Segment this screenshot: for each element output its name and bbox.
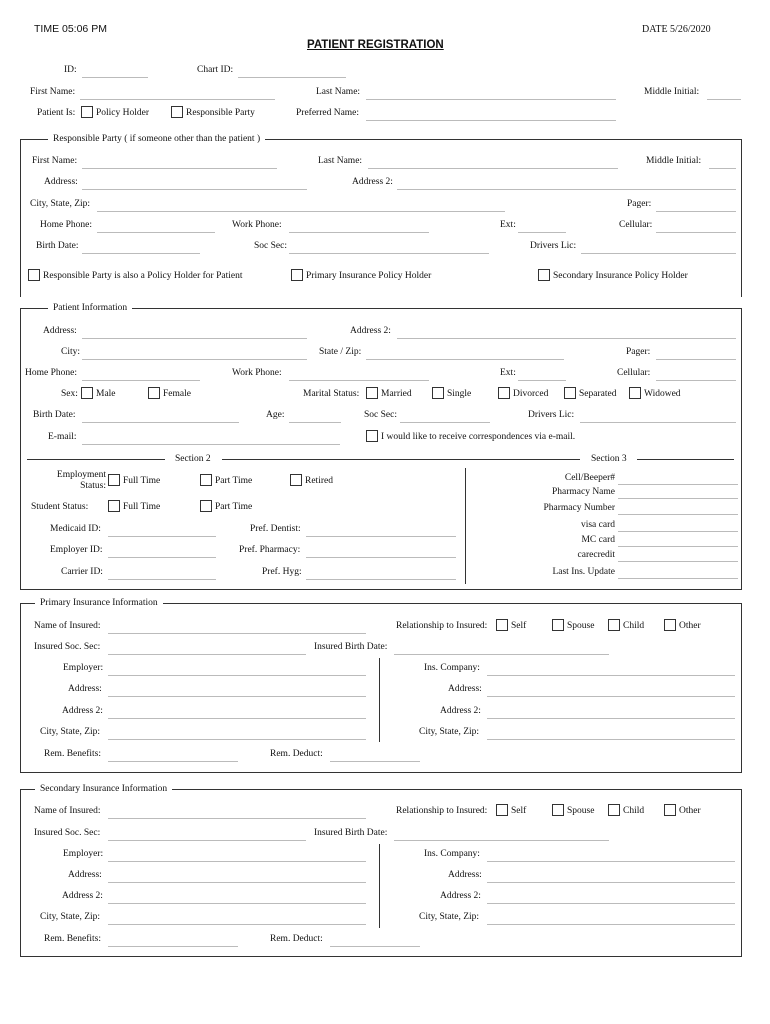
- sec-rem-deduct-label: Rem. Deduct:: [270, 934, 323, 944]
- pt-address2-field[interactable]: [397, 338, 736, 339]
- pt-last-ins-update-label: Last Ins. Update: [552, 567, 615, 577]
- pt-separated-label: Separated: [579, 389, 617, 399]
- pt-married-label: Married: [381, 389, 412, 399]
- sec-address-right-label: Address:: [448, 870, 482, 880]
- pt-email-opt-label: I would like to receive correspondences via e-mail.: [381, 432, 576, 442]
- sec-rem-benefits-label: Rem. Benefits:: [44, 934, 101, 944]
- secondary-insurance-legend: Secondary Insurance Information: [35, 784, 172, 794]
- pt-age-label: Age:: [266, 410, 285, 420]
- pt-city-field[interactable]: [82, 359, 307, 360]
- pt-emp-retired-label: Retired: [305, 476, 333, 486]
- pri-address2-right-field[interactable]: [487, 718, 735, 719]
- last-name-label: Last Name:: [316, 87, 361, 97]
- pt-pref-hyg-field[interactable]: [306, 579, 456, 580]
- rp-also-policy-holder-checkbox[interactable]: [28, 269, 40, 281]
- pt-address-field[interactable]: [82, 338, 307, 339]
- pri-address2-field[interactable]: [108, 718, 366, 719]
- pri-employer-label: Employer:: [63, 663, 104, 673]
- pt-stu-full-time-checkbox[interactable]: [108, 500, 120, 512]
- pt-pref-dentist-label: Pref. Dentist:: [250, 524, 301, 534]
- id-label: ID:: [64, 65, 77, 75]
- pri-ins-company-label: Ins. Company:: [424, 663, 480, 673]
- pri-rem-benefits-label: Rem. Benefits:: [44, 749, 101, 759]
- pri-column-divider: [379, 658, 380, 742]
- sec-insured-soc-sec-label: Insured Soc. Sec:: [34, 828, 101, 838]
- pri-insured-soc-sec-field[interactable]: [108, 654, 306, 655]
- sec-self-checkbox[interactable]: [496, 804, 508, 816]
- section3-rule-right: [637, 459, 734, 460]
- pt-home-phone-field[interactable]: [82, 380, 200, 381]
- primary-insurance-legend: Primary Insurance Information: [35, 598, 163, 608]
- rp-drivers-lic-label: Drivers Lic:: [530, 241, 577, 251]
- rp-birth-date-field[interactable]: [82, 253, 200, 254]
- rp-city-state-zip-label: City, State, Zip:: [30, 199, 91, 209]
- pri-insured-birth-date-field[interactable]: [394, 654, 609, 655]
- policy-holder-label: Policy Holder: [96, 108, 150, 118]
- pri-city-state-zip-right-field[interactable]: [487, 739, 735, 740]
- pt-marital-status-label: Marital Status:: [303, 389, 360, 399]
- pt-emp-full-time-checkbox[interactable]: [108, 474, 120, 486]
- first-name-label: First Name:: [30, 87, 76, 97]
- responsible-party-legend: Responsible Party ( if someone other than the patient ): [48, 134, 265, 144]
- rp-soc-sec-field[interactable]: [289, 253, 489, 254]
- rp-first-name-field[interactable]: [82, 168, 277, 169]
- pri-address-label: Address:: [68, 684, 102, 694]
- pt-emp-retired-checkbox[interactable]: [290, 474, 302, 486]
- responsible-party-label: Responsible Party: [186, 108, 255, 118]
- pt-male-checkbox[interactable]: [81, 387, 93, 399]
- time-label: TIME 05:06 PM: [34, 23, 107, 35]
- sec-address-field[interactable]: [108, 882, 366, 883]
- rp-secondary-holder-label: Secondary Insurance Policy Holder: [553, 271, 688, 281]
- pt-cellular-label: Cellular:: [617, 368, 651, 378]
- rp-work-phone-label: Work Phone:: [232, 220, 282, 230]
- pt-drivers-lic-label: Drivers Lic:: [528, 410, 575, 420]
- sec-spouse-checkbox[interactable]: [552, 804, 564, 816]
- pri-city-state-zip-label: City, State, Zip:: [40, 727, 101, 737]
- sec-spouse-label: Spouse: [567, 806, 595, 816]
- pri-address-field[interactable]: [108, 696, 366, 697]
- page-title: PATIENT REGISTRATION: [307, 39, 444, 51]
- date-label: DATE 5/26/2020: [642, 24, 711, 35]
- sec-address2-field[interactable]: [108, 903, 366, 904]
- section2-title: Section 2: [175, 454, 211, 464]
- pt-home-phone-label: Home Phone:: [25, 368, 77, 378]
- rp-soc-sec-label: Soc Sec:: [254, 241, 287, 251]
- sec-employer-label: Employer:: [63, 849, 104, 859]
- pt-single-label: Single: [447, 389, 472, 399]
- sec-address2-label: Address 2:: [62, 891, 103, 901]
- pt-divorced-checkbox[interactable]: [498, 387, 510, 399]
- pri-child-checkbox[interactable]: [608, 619, 620, 631]
- sec-insured-birth-date-label: Insured Birth Date:: [314, 828, 388, 838]
- pt-employer-id-label: Employer ID:: [50, 545, 103, 555]
- sec-city-state-zip-field[interactable]: [108, 924, 366, 925]
- pt-pref-hyg-label: Pref. Hyg:: [262, 567, 302, 577]
- rp-secondary-holder-checkbox[interactable]: [538, 269, 550, 281]
- pt-single-checkbox[interactable]: [432, 387, 444, 399]
- rp-home-phone-label: Home Phone:: [40, 220, 92, 230]
- sec-name-insured-label: Name of Insured:: [34, 806, 101, 816]
- pt-carecredit-field[interactable]: [618, 561, 738, 562]
- pt-pharmacy-name-label: Pharmacy Name: [551, 487, 615, 497]
- pt-married-checkbox[interactable]: [366, 387, 378, 399]
- rp-address2-field[interactable]: [397, 189, 736, 190]
- pt-mc-card-label: MC card: [581, 535, 615, 545]
- pt-cell-beeper-field[interactable]: [618, 484, 738, 485]
- pri-other-label: Other: [679, 621, 701, 631]
- pt-sex-label: Sex:: [61, 389, 78, 399]
- rp-primary-holder-checkbox[interactable]: [291, 269, 303, 281]
- pri-address-right-field[interactable]: [487, 696, 735, 697]
- last-name-field[interactable]: [366, 99, 616, 100]
- rp-cellular-field[interactable]: [656, 232, 736, 233]
- pt-drivers-lic-field[interactable]: [580, 422, 736, 423]
- rp-middle-initial-field[interactable]: [709, 168, 736, 169]
- pri-child-label: Child: [623, 621, 645, 631]
- sec-city-state-zip-right-field[interactable]: [487, 924, 735, 925]
- preferred-name-field[interactable]: [366, 120, 616, 121]
- pt-address-label: Address:: [43, 326, 77, 336]
- pt-stu-part-time-checkbox[interactable]: [200, 500, 212, 512]
- pt-email-opt-checkbox[interactable]: [366, 430, 378, 442]
- pt-pager-field[interactable]: [656, 359, 736, 360]
- pt-last-ins-update-field[interactable]: [618, 578, 738, 579]
- sec-address2-right-label: Address 2:: [440, 891, 481, 901]
- first-name-field[interactable]: [80, 99, 275, 100]
- sec-ins-company-label: Ins. Company:: [424, 849, 480, 859]
- section2-rule-right: [222, 459, 580, 460]
- sec-rem-deduct-field[interactable]: [330, 946, 420, 947]
- section3-title: Section 3: [591, 454, 627, 464]
- id-field[interactable]: [82, 77, 148, 78]
- pri-address-right-label: Address:: [448, 684, 482, 694]
- pt-widowed-checkbox[interactable]: [629, 387, 641, 399]
- sec-city-state-zip-right-label: City, State, Zip:: [419, 912, 480, 922]
- pt-pager-label: Pager:: [626, 347, 651, 357]
- rp-ext-field[interactable]: [518, 232, 566, 233]
- rp-last-name-label: Last Name:: [318, 156, 363, 166]
- pri-rem-benefits-field[interactable]: [108, 761, 238, 762]
- pt-cellular-field[interactable]: [656, 380, 736, 381]
- pt-mc-card-field[interactable]: [618, 546, 738, 547]
- pt-carecredit-label: carecredit: [577, 550, 615, 560]
- sec-ins-company-field[interactable]: [487, 861, 735, 862]
- pri-name-insured-label: Name of Insured:: [34, 621, 101, 631]
- rp-also-policy-holder-label: Responsible Party is also a Policy Holder for Patient: [43, 271, 243, 281]
- pt-email-label: E-mail:: [48, 432, 77, 442]
- pt-email-field[interactable]: [82, 444, 340, 445]
- rp-pager-label: Pager:: [627, 199, 652, 209]
- sec-address2-right-field[interactable]: [487, 903, 735, 904]
- rp-address-label: Address:: [44, 177, 78, 187]
- rp-primary-holder-label: Primary Insurance Policy Holder: [306, 271, 432, 281]
- sec-other-checkbox[interactable]: [664, 804, 676, 816]
- sec-relationship-label: Relationship to Insured:: [396, 806, 488, 816]
- pt-pref-pharmacy-label: Pref. Pharmacy:: [239, 545, 301, 555]
- pt-birth-date-label: Birth Date:: [33, 410, 76, 420]
- preferred-name-label: Preferred Name:: [296, 108, 360, 118]
- pt-birth-date-field[interactable]: [82, 422, 239, 423]
- pri-other-checkbox[interactable]: [664, 619, 676, 631]
- section2-rule-left: [27, 459, 165, 460]
- rp-last-name-field[interactable]: [368, 168, 618, 169]
- rp-pager-field[interactable]: [656, 211, 736, 212]
- rp-first-name-label: First Name:: [32, 156, 78, 166]
- patient-is-label: Patient Is:: [37, 108, 76, 118]
- pt-pref-dentist-field[interactable]: [306, 536, 456, 537]
- rp-work-phone-field[interactable]: [289, 232, 429, 233]
- pt-visa-card-label: visa card: [580, 520, 615, 530]
- pt-stu-part-time-label: Part Time: [215, 502, 253, 512]
- pri-relationship-label: Relationship to Insured:: [396, 621, 488, 631]
- sec-column-divider: [379, 844, 380, 928]
- pt-pharmacy-name-field[interactable]: [618, 498, 738, 499]
- pt-employment-status-label: Employment Status:: [56, 470, 106, 491]
- sec-city-state-zip-label: City, State, Zip:: [40, 912, 101, 922]
- sec-insured-birth-date-field[interactable]: [394, 840, 609, 841]
- rp-middle-initial-label: Middle Initial:: [646, 156, 702, 166]
- sec-child-label: Child: [623, 806, 645, 816]
- pri-city-state-zip-field[interactable]: [108, 739, 366, 740]
- rp-home-phone-field[interactable]: [97, 232, 215, 233]
- responsible-party-checkbox[interactable]: [171, 106, 183, 118]
- sec-self-label: Self: [511, 806, 527, 816]
- pt-pharmacy-number-label: Pharmacy Number: [543, 503, 615, 513]
- rp-cellular-label: Cellular:: [619, 220, 653, 230]
- pt-ext-label: Ext:: [500, 368, 516, 378]
- patient-information-legend: Patient Information: [48, 303, 132, 313]
- pt-emp-part-time-checkbox[interactable]: [200, 474, 212, 486]
- pt-work-phone-field[interactable]: [289, 380, 429, 381]
- section-divider: [465, 468, 466, 584]
- pt-separated-checkbox[interactable]: [564, 387, 576, 399]
- pt-city-label: City:: [61, 347, 81, 357]
- pt-medicaid-id-field[interactable]: [108, 536, 216, 537]
- sec-address-right-field[interactable]: [487, 882, 735, 883]
- pt-male-label: Male: [96, 389, 116, 399]
- pt-student-status-label: Student Status:: [31, 502, 89, 512]
- pri-insured-birth-date-label: Insured Birth Date:: [314, 642, 388, 652]
- pt-ext-field[interactable]: [518, 380, 566, 381]
- pt-state-zip-label: State / Zip:: [319, 347, 362, 357]
- chart-id-field[interactable]: [238, 77, 346, 78]
- rp-ext-label: Ext:: [500, 220, 516, 230]
- pri-city-state-zip-right-label: City, State, Zip:: [419, 727, 480, 737]
- pt-pref-pharmacy-field[interactable]: [306, 557, 456, 558]
- pt-emp-full-time-label: Full Time: [123, 476, 161, 486]
- pt-cell-beeper-label: Cell/Beeper#: [564, 473, 615, 483]
- chart-id-label: Chart ID:: [197, 65, 234, 75]
- pt-address2-label: Address 2:: [350, 326, 391, 336]
- pri-employer-field[interactable]: [108, 675, 366, 676]
- pt-widowed-label: Widowed: [644, 389, 681, 399]
- sec-address-label: Address:: [68, 870, 102, 880]
- pt-soc-sec-label: Soc Sec:: [364, 410, 397, 420]
- rp-drivers-lic-field[interactable]: [581, 253, 736, 254]
- pt-medicaid-id-label: Medicaid ID:: [50, 524, 101, 534]
- pri-ins-company-field[interactable]: [487, 675, 735, 676]
- rp-birth-date-label: Birth Date:: [36, 241, 79, 251]
- pt-work-phone-label: Work Phone:: [232, 368, 282, 378]
- pt-stu-full-time-label: Full Time: [123, 502, 161, 512]
- pt-emp-part-time-label: Part Time: [215, 476, 253, 486]
- sec-child-checkbox[interactable]: [608, 804, 620, 816]
- policy-holder-checkbox[interactable]: [81, 106, 93, 118]
- pt-employer-id-field[interactable]: [108, 557, 216, 558]
- sec-insured-soc-sec-field[interactable]: [108, 840, 306, 841]
- pri-rem-deduct-field[interactable]: [330, 761, 420, 762]
- pri-spouse-label: Spouse: [567, 621, 595, 631]
- pri-spouse-checkbox[interactable]: [552, 619, 564, 631]
- pt-state-zip-field[interactable]: [366, 359, 564, 360]
- pt-pharmacy-number-field[interactable]: [618, 514, 738, 515]
- pt-visa-card-field[interactable]: [618, 531, 738, 532]
- middle-initial-label: Middle Initial:: [644, 87, 700, 97]
- pt-divorced-label: Divorced: [513, 389, 549, 399]
- pt-female-checkbox[interactable]: [148, 387, 160, 399]
- sec-rem-benefits-field[interactable]: [108, 946, 238, 947]
- sec-employer-field[interactable]: [108, 861, 366, 862]
- pri-self-label: Self: [511, 621, 527, 631]
- pri-self-checkbox[interactable]: [496, 619, 508, 631]
- pri-rem-deduct-label: Rem. Deduct:: [270, 749, 323, 759]
- pt-age-field[interactable]: [289, 422, 341, 423]
- rp-city-state-zip-field[interactable]: [97, 211, 505, 212]
- pri-name-insured-field[interactable]: [108, 633, 366, 634]
- pt-female-label: Female: [163, 389, 191, 399]
- rp-address2-label: Address 2:: [352, 177, 393, 187]
- pt-soc-sec-field[interactable]: [400, 422, 490, 423]
- pri-insured-soc-sec-label: Insured Soc. Sec:: [34, 642, 101, 652]
- pt-carrier-id-field[interactable]: [108, 579, 216, 580]
- middle-initial-field[interactable]: [707, 99, 741, 100]
- sec-name-insured-field[interactable]: [108, 818, 366, 819]
- rp-address-field[interactable]: [82, 189, 307, 190]
- pri-address2-right-label: Address 2:: [440, 706, 481, 716]
- pt-carrier-id-label: Carrier ID:: [61, 567, 103, 577]
- sec-other-label: Other: [679, 806, 701, 816]
- pri-address2-label: Address 2:: [62, 706, 103, 716]
